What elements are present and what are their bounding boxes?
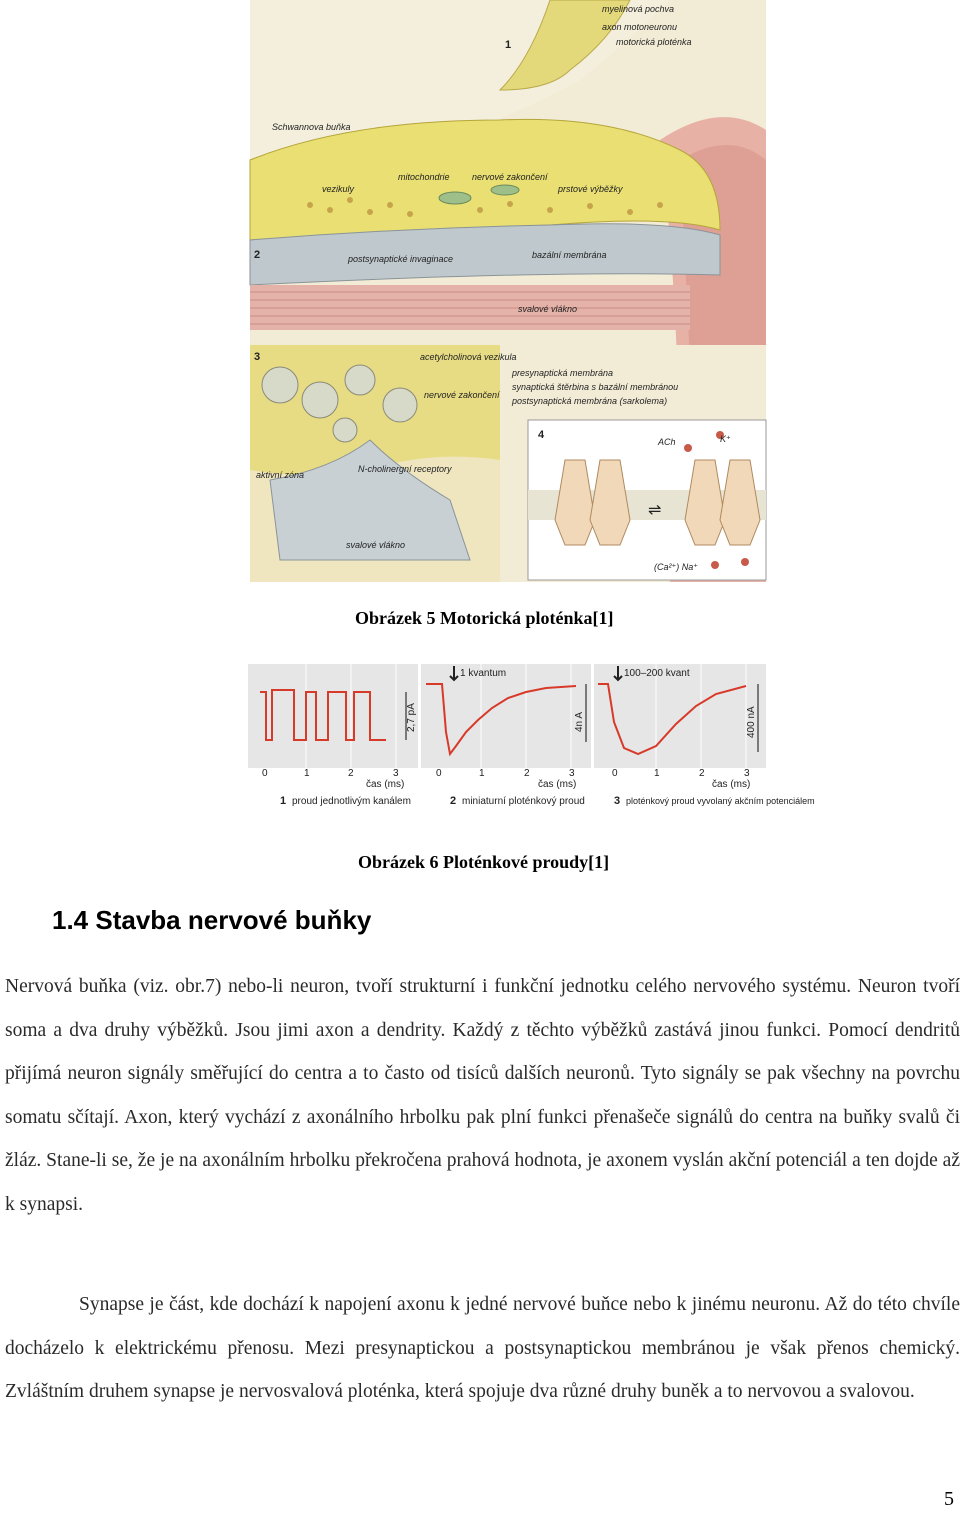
fig6-p3-tick-1: 1 — [654, 768, 660, 779]
label-ions: (Ca²⁺) Na⁺ — [654, 562, 699, 572]
fig6-p3-number: 3 — [614, 795, 621, 807]
label-finger: prstové výběžky — [558, 184, 623, 194]
fig6-p2-tick-1: 1 — [479, 768, 485, 779]
label-postsyn-invag: postsynaptické invaginace — [348, 254, 454, 264]
fig6-p1-tick-1: 1 — [304, 768, 310, 779]
fig5-num-2: 2 — [254, 249, 261, 261]
fig6-p3-tick-2: 2 — [699, 768, 705, 779]
label-cleft: synaptická štěrbina s bazální membránou — [512, 382, 679, 392]
figure-endplate-currents — [246, 662, 815, 824]
fig6-p3-title: ploténkový proud vyvolaný akčním potenciálem — [626, 796, 815, 806]
label-receptor: N-cholinergní receptory — [358, 464, 452, 474]
fig6-p2-tick-0: 0 — [436, 768, 442, 779]
label-schwann: Schwannova buňka — [272, 122, 351, 132]
label-endplate: motorická ploténka — [616, 37, 692, 47]
section-heading: 1.4 Stavba nervové buňky — [52, 905, 372, 935]
label-nerve-ending: nervové zakončení — [472, 172, 548, 182]
fig6-panel3-scale: 400 nA — [746, 706, 757, 738]
fig6-p3-tick-3: 3 — [744, 768, 750, 779]
label-presyn: presynaptická membrána — [512, 368, 614, 378]
fig6-p2-tick-3: 3 — [569, 768, 575, 779]
figure5-caption: Obrázek 5 Motorická ploténka[1] — [355, 608, 614, 628]
label-basal: bazální membrána — [532, 250, 607, 260]
fig6-p1-tick-2: 2 — [348, 768, 354, 779]
figure6-caption: Obrázek 6 Ploténkové proudy[1] — [358, 852, 610, 872]
label-postsyn: postsynaptická membrána (sarkolema) — [512, 396, 668, 406]
fig6-p2-tick-2: 2 — [524, 768, 530, 779]
label-axon: axon motoneuronu — [602, 22, 678, 32]
fig6-panel2-scale: 4n A — [574, 711, 585, 732]
label-myelin: myelinová pochva — [602, 4, 675, 14]
label-active-zone: aktivní zóna — [256, 470, 305, 480]
fig6-panel2-top-label: 1 kvantum — [460, 668, 507, 679]
label-k: K⁺ — [720, 434, 731, 444]
fig5-num-4: 4 — [538, 429, 545, 441]
fig6-p1-title: proud jednotlivým kanálem — [292, 796, 411, 807]
fig6-panel1-scale: 2,7 pA — [406, 703, 417, 732]
fig5-num-3: 3 — [254, 351, 261, 363]
fig6-panel3-top-label: 100–200 kvant — [624, 668, 690, 679]
label-nerve-ending-3: nervové zakončení — [424, 390, 500, 400]
svg-text:⇌: ⇌ — [648, 502, 662, 519]
label-ach-vesicle: acetylcholinová vezikula — [420, 352, 517, 362]
fig6-p1-axis-label: čas (ms) — [366, 779, 405, 790]
fig6-p1-tick-0: 0 — [262, 768, 268, 779]
page-number: 5 — [944, 1488, 954, 1510]
fig6-p1-number: 1 — [280, 795, 287, 807]
label-mitochondria: mitochondrie — [398, 172, 450, 182]
fig6-p3-tick-0: 0 — [612, 768, 618, 779]
figure-motor-endplate — [250, 0, 766, 582]
fig5-num-1: 1 — [505, 39, 512, 51]
label-muscle-fiber-2: svalové vlákno — [518, 304, 578, 314]
fig6-p3-axis-label: čas (ms) — [712, 779, 751, 790]
label-vesicles: vezikuly — [322, 184, 355, 194]
fig6-p2-axis-label: čas (ms) — [538, 779, 577, 790]
fig6-p2-title: miniaturní ploténkový proud — [462, 796, 585, 807]
paragraph-synapse: Synapse je část, kde dochází k napojení axonu k jedné nervové buňce nebo k jinému neuronu. Až do této chvíle docházelo k elektrickému přenosu. Mezi presynaptickou a postsynaptickou membránou je však přenos chemický. Zvláštním druhem synapse je nervosvalová ploténka, která spojuje dva různé druhy buněk a to nervovou a svalovou. — [5, 1294, 960, 1402]
fig6-p2-number: 2 — [450, 795, 457, 807]
fig6-p1-tick-3: 3 — [393, 768, 399, 779]
label-muscle-fiber-3: svalové vlákno — [346, 540, 406, 550]
paragraph-neuron: Nervová buňka (viz. obr.7) nebo-li neuron, tvoří strukturní i funkční jednotku celého nervového systému. Neuron tvoří soma a dva druhy výběžků. Jsou jimi axon a dendrity. Každý z těchto výběžků zastává jinou funkci. Pomocí dendritů přijímá neuron signály směřující do centra a to často od tisíců dalších neuronů. Tyto signály se pak všechny na povrchu somatu sčítají. Axon, který vychází z axonálního hrbolku pak plní funkci přenašeče signálů do centra na buňky svalů či žláz. Stane-li se, že je na axonálním hrbolku překročena prahová hodnota, je axonem vyslán akční potenciál a ten dojde až k synapsi. — [5, 976, 960, 1215]
label-ach: ACh — [658, 437, 676, 447]
